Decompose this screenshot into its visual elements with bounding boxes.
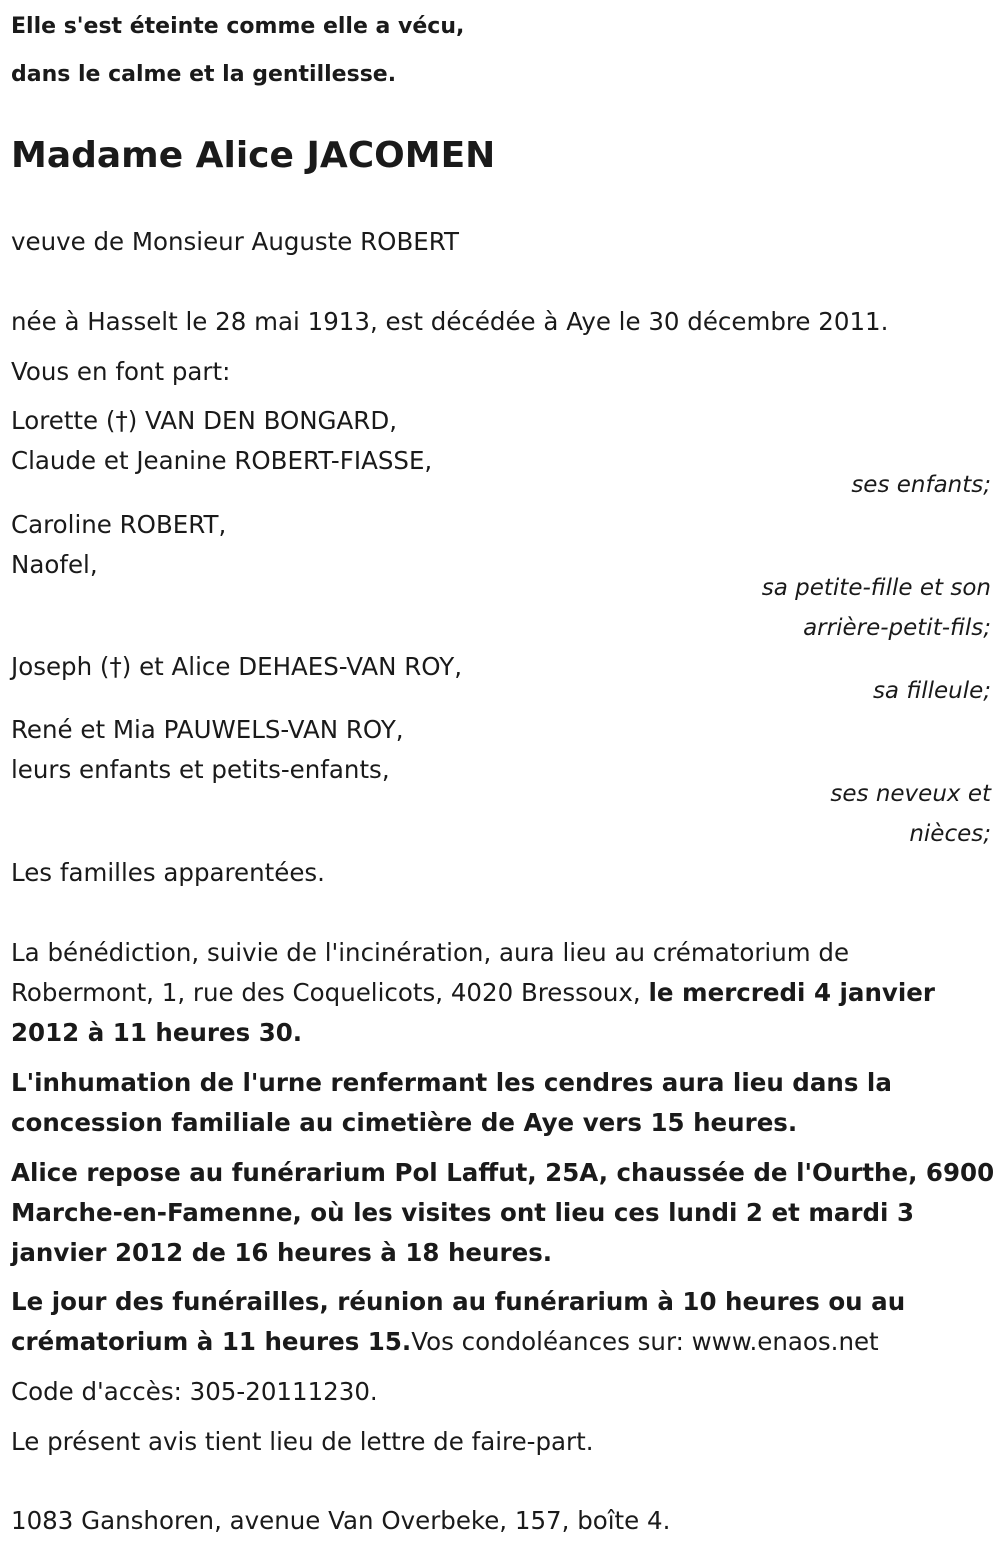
- nephews-line-2: leurs enfants et petits-enfants,: [11, 755, 390, 784]
- meeting-crematorium-time: crématorium à 11 heures 15.: [11, 1327, 412, 1356]
- meeting-line-2: [11, 1327, 879, 1357]
- announce-line: Vous en font part:: [11, 357, 231, 386]
- children-line-1: Lorette (†) VAN DEN BONGARD,: [11, 406, 397, 435]
- epigraph-line-2: dans le calme et la gentillesse.: [11, 62, 397, 87]
- condolences-text: Vos condoléances sur: www.enaos.net: [411, 1327, 879, 1356]
- epigraph-line-1: Elle s'est éteinte comme elle a vécu,: [11, 14, 465, 39]
- ceremony-place: Robermont, 1, rue des Coquelicots, 4020 Bressoux,: [11, 978, 649, 1007]
- ceremony-line-3: 2012 à 11 heures 30.: [11, 1018, 303, 1047]
- grandchildren-line-2: Naofel,: [11, 550, 98, 579]
- grandchildren-role-2: arrière-petit-fils;: [803, 615, 991, 641]
- nephews-role-2: nièces;: [909, 821, 991, 847]
- grandchildren-line-1: Caroline ROBERT,: [11, 510, 227, 539]
- ceremony-date: le mercredi 4 janvier: [648, 978, 935, 1007]
- children-line-2: Claude et Jeanine ROBERT-FIASSE,: [11, 446, 433, 475]
- children-role: ses enfants;: [851, 472, 991, 498]
- ceremony-line-2: [11, 978, 935, 1008]
- goddaughter-role: sa filleule;: [872, 678, 991, 704]
- nephews-role-1: ses neveux et: [830, 781, 991, 807]
- family-address: 1083 Ganshoren, avenue Van Overbeke, 157, boîte 4.: [11, 1506, 671, 1535]
- burial-line-2: concession familiale au cimetière de Aye vers 15 heures.: [11, 1108, 798, 1137]
- goddaughter-line: Joseph (†) et Alice DEHAES-VAN ROY,: [11, 652, 463, 681]
- faire-part-notice: Le présent avis tient lieu de lettre de faire-part.: [11, 1427, 594, 1456]
- deceased-name: Madame Alice JACOMEN: [11, 135, 496, 176]
- birth-death-line: née à Hasselt le 28 mai 1913, est décédée à Aye le 30 décembre 2011.: [11, 307, 889, 336]
- nephews-line-1: René et Mia PAUWELS-VAN ROY,: [11, 715, 404, 744]
- viewing-line-3: janvier 2012 de 16 heures à 18 heures.: [11, 1238, 553, 1267]
- burial-line-1: L'inhumation de l'urne renfermant les cendres aura lieu dans la: [11, 1068, 892, 1097]
- spouse-line: veuve de Monsieur Auguste ROBERT: [11, 227, 459, 256]
- meeting-line-1: Le jour des funérailles, réunion au funérarium à 10 heures ou au: [11, 1287, 906, 1316]
- ceremony-line-1: La bénédiction, suivie de l'incinération, aura lieu au crématorium de: [11, 938, 850, 967]
- related-families: Les familles apparentées.: [11, 858, 325, 887]
- viewing-line-1: Alice repose au funérarium Pol Laffut, 25A, chaussée de l'Ourthe, 6900: [11, 1158, 995, 1187]
- access-code: Code d'accès: 305-20111230.: [11, 1377, 378, 1406]
- viewing-line-2: Marche-en-Famenne, où les visites ont lieu ces lundi 2 et mardi 3: [11, 1198, 914, 1227]
- grandchildren-role-1: sa petite-fille et son: [761, 575, 991, 601]
